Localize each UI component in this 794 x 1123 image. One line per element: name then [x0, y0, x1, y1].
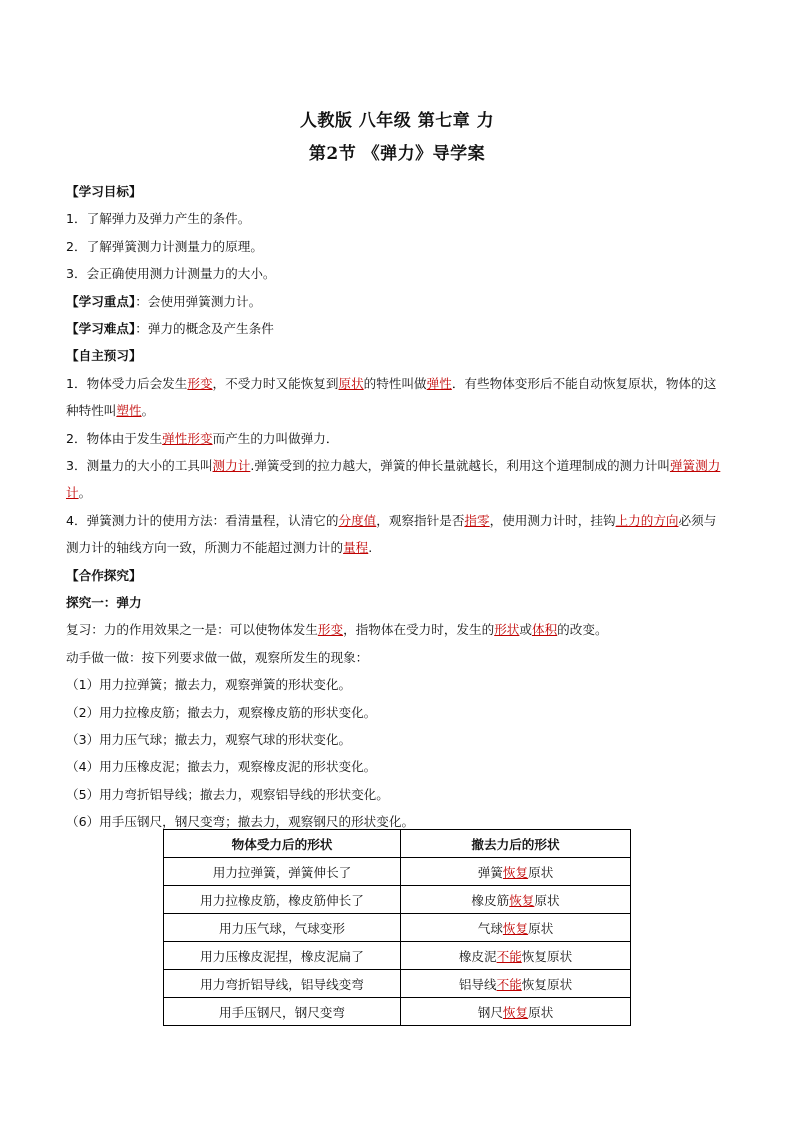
activity-step: （6）用手压钢尺，钢尺变弯；撤去力，观察钢尺的形状变化。 [66, 814, 415, 830]
table-cell: 用力拉橡皮筋，橡皮筋伸长了 [164, 886, 401, 914]
answer: 分度值 [338, 512, 377, 528]
table-cell [401, 970, 631, 998]
table-row [164, 886, 631, 914]
text: 复习：力的作用效果之一是：可以使物体发生 [66, 622, 318, 638]
review-line [66, 616, 728, 643]
activity-step: （1）用力拉弹簧；撤去力，观察弹簧的形状变化。 [66, 677, 352, 693]
answer: 形变 [187, 375, 213, 391]
answer: 恢复 [502, 1005, 529, 1020]
goal-item: 3．会正确使用测力计测量力的大小。 [66, 266, 276, 282]
text: ，指物体在受力时，发生的 [343, 622, 495, 638]
text: 而产生的力叫做弹力． [212, 430, 339, 446]
document-body [66, 178, 728, 835]
text: 1．物体受力后会发生 [66, 375, 188, 391]
table-cell [401, 998, 631, 1026]
text: 铝导线 [458, 977, 497, 992]
text: 2．物体由于发生 [66, 430, 163, 446]
observation-table [163, 829, 631, 1026]
text: . [368, 540, 373, 556]
text: 。 [78, 485, 92, 501]
preview-item-2 [66, 425, 728, 452]
answer: 恢复 [502, 921, 529, 936]
text: 的特性叫做 [363, 375, 427, 391]
answer: 塑性 [116, 403, 142, 419]
text: 钢尺 [477, 1005, 503, 1020]
lesson-title: 第2节 《弹力》导学案 [308, 144, 486, 164]
document-title: 人教版 八年级 第七章 力 [299, 111, 495, 131]
activity-step: （3）用力压气球；撤去力，观察气球的形状变化。 [66, 731, 352, 747]
explore-subheading: 探究一：弹力 [66, 594, 142, 610]
text: 原状 [528, 921, 554, 936]
table-cell: 用力压气球，气球变形 [164, 914, 401, 942]
answer: 弹簧测力计 [66, 457, 721, 501]
table-row [164, 970, 631, 998]
table-row [164, 914, 631, 942]
table-row [164, 998, 631, 1026]
key-point-heading: 【学习重点】 [66, 293, 136, 309]
column-header: 撤去力后的形状 [401, 830, 631, 858]
table-cell [401, 858, 631, 886]
key-point [66, 288, 728, 315]
text: 橡皮泥 [458, 949, 497, 964]
key-point-text: ：会使用弹簧测力计。 [135, 293, 262, 309]
table-cell [401, 914, 631, 942]
preview-item-1 [66, 370, 728, 425]
preview-item-4 [66, 507, 728, 562]
answer: 测力计 [212, 457, 251, 473]
text: 3．测量力的大小的工具叫 [66, 457, 213, 473]
activity-intro: 动手做一做：按下列要求做一做，观察所发生的现象： [66, 649, 369, 665]
table-cell [401, 942, 631, 970]
table-row [164, 942, 631, 970]
answer: 形状 [494, 622, 520, 638]
preview-item-3 [66, 452, 728, 507]
explore-heading: 【合作探究】 [66, 567, 142, 583]
table-cell: 用力拉弹簧，弹簧伸长了 [164, 858, 401, 886]
text: 原状 [528, 1005, 554, 1020]
answer: 上力的方向 [615, 512, 679, 528]
text: 原状 [534, 893, 560, 908]
goal-item: 1．了解弹力及弹力产生的条件。 [66, 211, 251, 227]
answer: 不能 [496, 977, 522, 992]
activity-step: （5）用力弯折铝导线；撤去力，观察铝导线的形状变化。 [66, 786, 389, 802]
text: 恢复原状 [521, 977, 573, 992]
difficulty-text: ：弹力的概念及产生条件 [135, 320, 274, 336]
preview-heading: 【自主预习】 [66, 348, 142, 364]
text: 的改变。 [557, 622, 608, 638]
answer: 不能 [496, 949, 522, 964]
text: ，观察指针是否 [376, 512, 465, 528]
text: 橡皮筋 [471, 893, 510, 908]
answer: 原状 [338, 375, 364, 391]
goals-heading: 【学习目标】 [66, 184, 142, 199]
text: 或 [519, 622, 532, 638]
text: 恢复原状 [521, 949, 573, 964]
text: ．有些物体变形后不能自动恢复原状，物体的这种特性叫 [66, 375, 717, 419]
text: 必须与测力计的轴线方向一致，所测力不能超过测力计的 [66, 512, 717, 556]
activity-step: （2）用力拉橡皮筋；撤去力，观察橡皮筋的形状变化。 [66, 704, 377, 720]
difficulty-heading: 【学习难点】 [66, 320, 136, 336]
text: .弹簧受到的拉力越大，弹簧的伸长量就越长，利用这个道理制成的测力计叫 [250, 457, 670, 473]
answer: 弹性形变 [162, 430, 213, 446]
answer: 恢复 [502, 865, 529, 880]
text: 气球 [477, 921, 503, 936]
text: 4．弹簧测力计的使用方法：看清量程，认清它的 [66, 512, 339, 528]
text: ，使用测力计时，挂钩 [489, 512, 616, 528]
answer: 恢复 [509, 893, 535, 908]
column-header: 物体受力后的形状 [164, 830, 401, 858]
table-cell: 用力压橡皮泥捏，橡皮泥扁了 [164, 942, 401, 970]
text: ，不受力时又能恢复到 [212, 375, 339, 391]
answer: 形变 [317, 622, 344, 638]
answer: 量程 [343, 540, 369, 556]
table-cell [401, 886, 631, 914]
answer: 弹性 [426, 375, 452, 391]
activity-step: （4）用力压橡皮泥；撤去力，观察橡皮泥的形状变化。 [66, 759, 377, 775]
difficulty [66, 315, 728, 342]
table-row [164, 858, 631, 886]
answer: 指零 [464, 512, 490, 528]
text: 原状 [528, 865, 554, 880]
text: 。 [141, 403, 155, 419]
text: 弹簧 [477, 865, 503, 880]
table-cell: 用力弯折铝导线，铝导线变弯 [164, 970, 401, 998]
answer: 体积 [531, 622, 558, 638]
goal-item: 2．了解弹簧测力计测量力的原理。 [66, 238, 263, 254]
table-header-row [164, 830, 631, 858]
table-cell: 用手压钢尺，钢尺变弯 [164, 998, 401, 1026]
